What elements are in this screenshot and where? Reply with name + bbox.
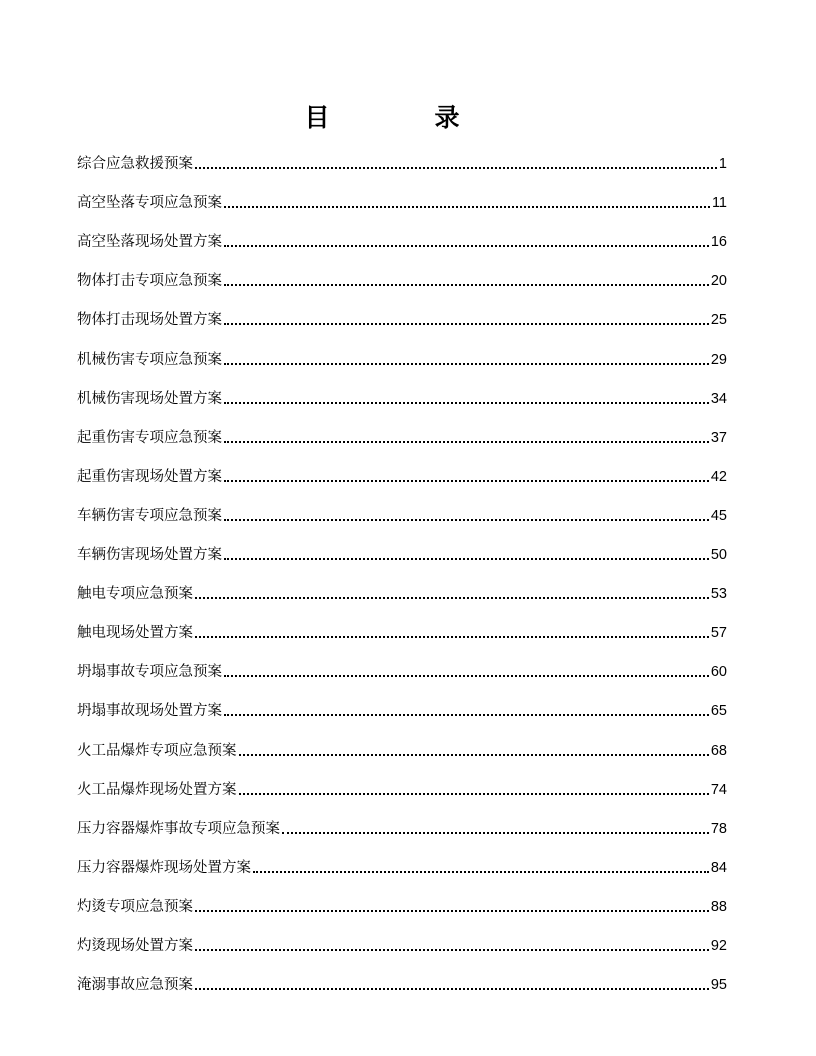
dot-leader xyxy=(195,167,717,169)
toc-entry[interactable] xyxy=(77,528,727,567)
dot-leader xyxy=(239,754,709,756)
toc-list xyxy=(77,137,727,997)
toc-entry-page-number: 20 xyxy=(710,273,727,290)
toc-entry-page-number: 11 xyxy=(711,195,727,212)
dot-leader xyxy=(224,714,709,716)
toc-entry[interactable] xyxy=(77,489,727,528)
toc-entry[interactable] xyxy=(77,567,727,606)
dot-leader xyxy=(224,480,709,482)
toc-entry-title: 触电现场处置方案 xyxy=(77,625,193,642)
toc-entry-title: 坍塌事故专项应急预案 xyxy=(77,664,222,681)
toc-entry-page-number: 92 xyxy=(710,937,727,954)
toc-entry-page-number: 16 xyxy=(710,234,727,251)
toc-entry-title: 机械伤害专项应急预案 xyxy=(77,351,222,368)
toc-entry-title: 物体打击现场处置方案 xyxy=(77,312,222,329)
dot-leader xyxy=(239,793,709,795)
toc-entry-page-number: 74 xyxy=(710,781,727,798)
toc-entry[interactable] xyxy=(77,958,727,997)
dot-leader xyxy=(253,871,709,873)
toc-entry[interactable] xyxy=(77,411,727,450)
toc-entry[interactable] xyxy=(77,880,727,919)
dot-leader xyxy=(224,519,709,521)
dot-leader xyxy=(224,363,709,365)
toc-entry[interactable] xyxy=(77,293,727,332)
toc-entry[interactable] xyxy=(77,763,727,802)
toc-entry-title: 火工品爆炸现场处置方案 xyxy=(77,781,237,798)
toc-entry[interactable] xyxy=(77,606,727,645)
toc-entry-page-number: 60 xyxy=(710,664,727,681)
dot-leader xyxy=(224,323,709,325)
dot-leader xyxy=(224,558,709,560)
toc-entry-title: 机械伤害现场处置方案 xyxy=(77,390,222,407)
toc-entry-title: 触电专项应急预案 xyxy=(77,586,193,603)
toc-entry-page-number: 95 xyxy=(710,977,727,994)
toc-entry[interactable] xyxy=(77,919,727,958)
toc-entry-title: 起重伤害现场处置方案 xyxy=(77,468,222,485)
toc-entry-title: 火工品爆炸专项应急预案 xyxy=(77,742,237,759)
toc-entry-page-number: 29 xyxy=(710,351,727,368)
toc-entry[interactable] xyxy=(77,137,727,176)
toc-entry-page-number: 68 xyxy=(710,742,727,759)
dot-leader xyxy=(195,910,709,912)
toc-entry-page-number: 37 xyxy=(710,429,727,446)
toc-entry[interactable] xyxy=(77,372,727,411)
toc-entry[interactable] xyxy=(77,176,727,215)
dot-leader xyxy=(224,402,709,404)
toc-entry-page-number: 88 xyxy=(710,898,727,915)
toc-entry-title: 坍塌事故现场处置方案 xyxy=(77,703,222,720)
toc-entry-page-number: 45 xyxy=(710,507,727,524)
dot-leader xyxy=(195,988,709,990)
toc-entry[interactable] xyxy=(77,332,727,371)
toc-entry[interactable] xyxy=(77,723,727,762)
toc-entry-title: 压力容器爆炸事故专项应急预案 xyxy=(77,820,280,837)
toc-entry-title: 起重伤害专项应急预案 xyxy=(77,429,222,446)
toc-entry-page-number: 53 xyxy=(710,586,727,603)
dot-leader xyxy=(224,441,709,443)
dot-leader xyxy=(282,832,709,834)
toc-entry-title: 物体打击专项应急预案 xyxy=(77,273,222,290)
dot-leader xyxy=(195,597,709,599)
toc-entry-title: 灼烫专项应急预案 xyxy=(77,898,193,915)
toc-entry-page-number: 34 xyxy=(710,390,727,407)
dot-leader xyxy=(224,206,710,208)
toc-entry[interactable] xyxy=(77,802,727,841)
toc-entry-page-number: 42 xyxy=(710,468,727,485)
toc-entry[interactable] xyxy=(77,450,727,489)
toc-entry-title: 高空坠落专项应急预案 xyxy=(77,195,222,212)
dot-leader xyxy=(224,675,709,677)
dot-leader xyxy=(195,636,709,638)
toc-entry-page-number: 57 xyxy=(710,625,727,642)
toc-entry-title: 灼烫现场处置方案 xyxy=(77,937,193,954)
toc-entry[interactable] xyxy=(77,215,727,254)
toc-entry-title: 综合应急救援预案 xyxy=(77,156,193,173)
toc-entry-title: 车辆伤害现场处置方案 xyxy=(77,547,222,564)
dot-leader xyxy=(195,949,709,951)
toc-entry-title: 高空坠落现场处置方案 xyxy=(77,234,222,251)
toc-entry[interactable] xyxy=(77,841,727,880)
toc-entry-title: 压力容器爆炸现场处置方案 xyxy=(77,859,251,876)
toc-entry-page-number: 84 xyxy=(710,859,727,876)
toc-title: 目 录 xyxy=(304,103,500,132)
toc-entry-page-number: 78 xyxy=(710,820,727,837)
toc-entry[interactable] xyxy=(77,684,727,723)
toc-entry-title: 淹溺事故应急预案 xyxy=(77,977,193,994)
toc-entry-title: 车辆伤害专项应急预案 xyxy=(77,507,222,524)
dot-leader xyxy=(224,284,709,286)
toc-entry-page-number: 25 xyxy=(710,312,727,329)
toc-entry[interactable] xyxy=(77,645,727,684)
toc-entry[interactable] xyxy=(77,254,727,293)
toc-entry-page-number: 65 xyxy=(710,703,727,720)
toc-entry-page-number: 50 xyxy=(710,547,727,564)
toc-entry-page-number: 1 xyxy=(718,156,727,173)
dot-leader xyxy=(224,245,709,247)
